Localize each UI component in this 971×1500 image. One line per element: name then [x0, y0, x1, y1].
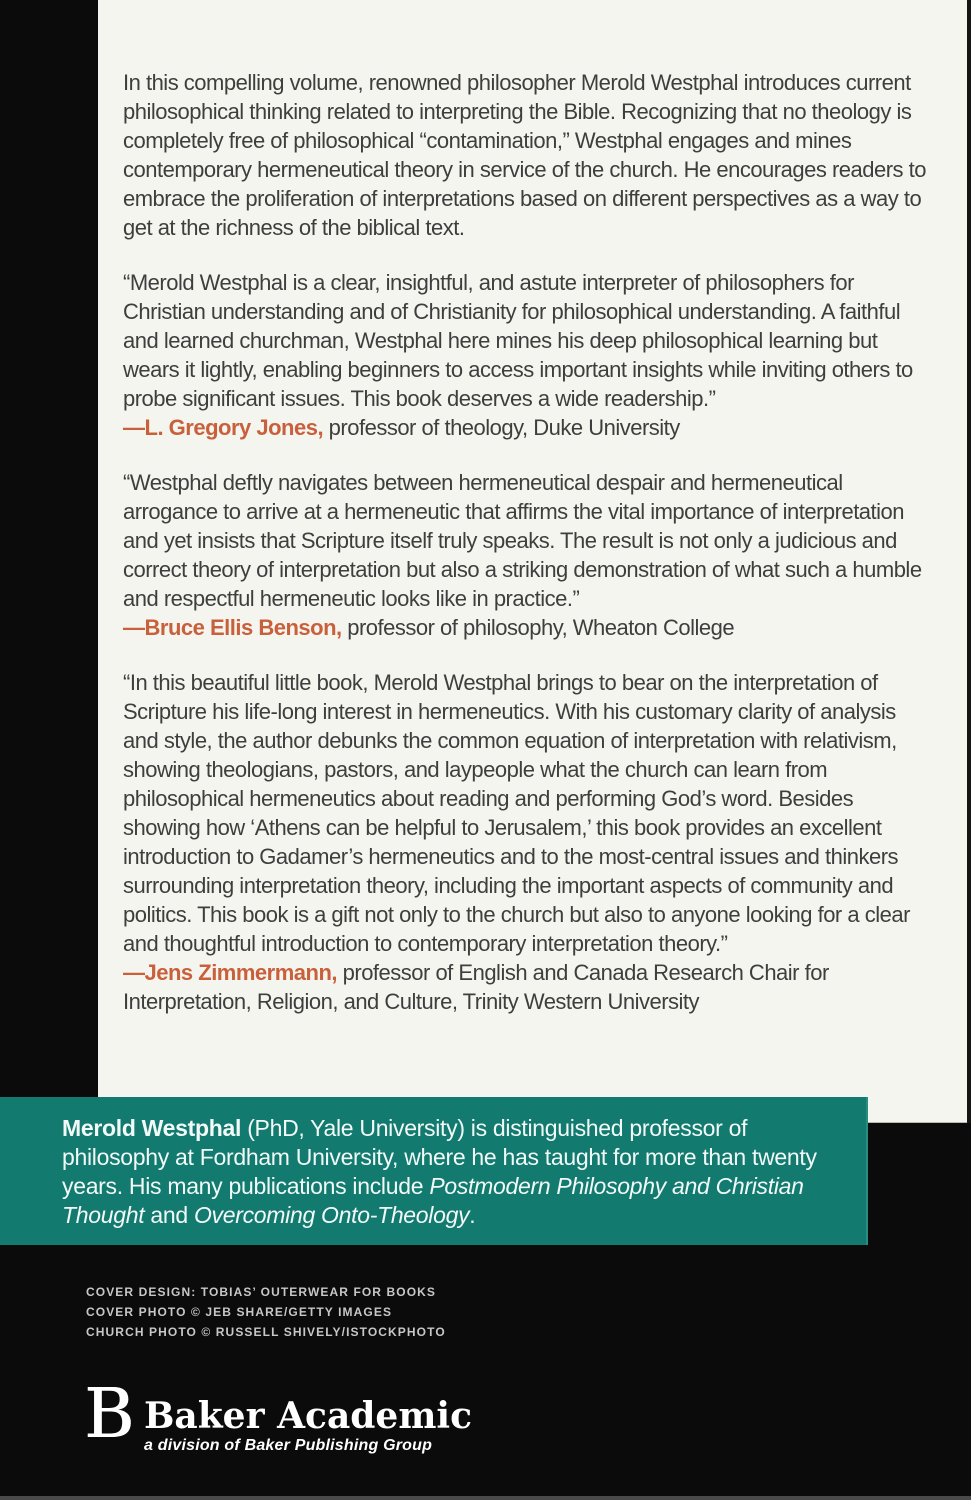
author-bio-text	[62, 1114, 844, 1230]
author-bio-banner	[0, 1097, 868, 1245]
scan-right-edge	[967, 0, 971, 1123]
endorser-name: —Jens Zimmermann,	[123, 960, 338, 985]
publisher-logo	[84, 1375, 473, 1455]
author-bio-segment: and	[144, 1202, 194, 1228]
endorsement-quote: “Merold Westphal is a clear, insightful, and astute interpreter of philosophers for Christian understanding and of Christianity for philosophical understanding. A faithful and learned churchman, Westphal here mines his deep philosophical learning but wears it lightly, enabling beginners to access important insights while inviting others to probe significant issues. This book deserves a wide readership.”	[123, 270, 913, 411]
endorsement-jones	[123, 268, 935, 442]
endorsement-benson	[123, 468, 935, 642]
church-photo-credit: CHURCH PHOTO © RUSSELL SHIVELY/ISTOCKPHOTO	[86, 1325, 446, 1339]
scan-bottom-edge	[0, 1496, 971, 1500]
endorser-name: —L. Gregory Jones,	[123, 415, 324, 440]
publisher-text	[144, 1387, 472, 1455]
author-name: Merold Westphal	[62, 1115, 242, 1141]
book-title: Postmodern Philosophy and Christian Thought	[62, 1173, 804, 1228]
blurb-panel	[98, 0, 967, 1123]
publisher-description: In this compelling volume, renowned philosopher Merold Westphal introduces current philosophical thinking related to interpreting the Bible. Recognizing that no theology is completely free of philosophical “contamination,” Westphal engages and mines contemporary hermeneutical theory in service of the church. He encourages readers to embrace the proliferation of interpretations based on different perspectives as a way to get at the richness of the biblical text.	[123, 70, 926, 240]
author-bio-segment: .	[469, 1202, 476, 1228]
blurb-panel-content	[123, 68, 935, 1042]
endorsement-attribution	[123, 613, 935, 642]
endorser-affiliation: professor of English and Canada Research Chair for Interpretation, Religion, and Culture, Trinity Western University	[123, 960, 829, 1014]
cover-design-credit: COVER DESIGN: TOBIAS’ OUTERWEAR FOR BOOKS	[86, 1285, 437, 1299]
book-title: Overcoming Onto-Theology	[193, 1202, 470, 1228]
endorser-name: —Bruce Ellis Benson,	[123, 615, 342, 640]
credits-block	[86, 1282, 446, 1342]
author-bio-segment: (PhD, Yale University) is distinguished professor of philosophy at Fordham University, where he has taught for more than twenty years. His many publications include	[62, 1115, 817, 1199]
endorsement-zimmermann	[123, 668, 935, 1016]
endorser-affiliation: professor of theology, Duke University	[323, 415, 680, 440]
endorsement-quote: “Westphal deftly navigates between hermeneutical despair and hermeneutical arrogance to arrive at a hermeneutic that affirms the vital importance of interpretation and yet insists that Scripture itself truly speaks. The result is not only a judicious and correct theory of interpretation but also a striking demonstration of what such a humble and respectful hermeneutic looks like in practice.”	[123, 470, 922, 611]
endorsement-quote: “In this beautiful little book, Merold Westphal brings to bear on the interpretation of Scripture his life-long interest in hermeneutics. With his customary clarity of analysis and style, the author debunks the common equation of interpretation with relativism, showing theologians, pastors, and laypeople what the church can learn from philosophical hermeneutics about reading and performing God’s word. Besides showing how ‘Athens can be helpful to Jerusalem,’ this book provides an excellent introduction to Gadamer’s hermeneutics and to the most-central issues and thinkers surrounding interpretation theory, including the important aspects of community and politics. This book is a gift not only to the church but also to anyone looking for a clear and thoughtful introduction to contemporary interpretation theory.”	[123, 670, 910, 956]
publisher-tagline: a division of Baker Publishing Group	[143, 1437, 433, 1454]
endorsement-attribution	[123, 958, 935, 1016]
publisher-name: Baker Academic	[143, 1395, 473, 1437]
cover-photo-credit: COVER PHOTO © JEB SHARE/GETTY IMAGES	[86, 1305, 393, 1319]
endorsement-attribution	[123, 413, 935, 442]
baker-b-logo-icon: B	[84, 1375, 134, 1454]
endorser-affiliation: professor of philosophy, Wheaton College	[341, 615, 735, 640]
